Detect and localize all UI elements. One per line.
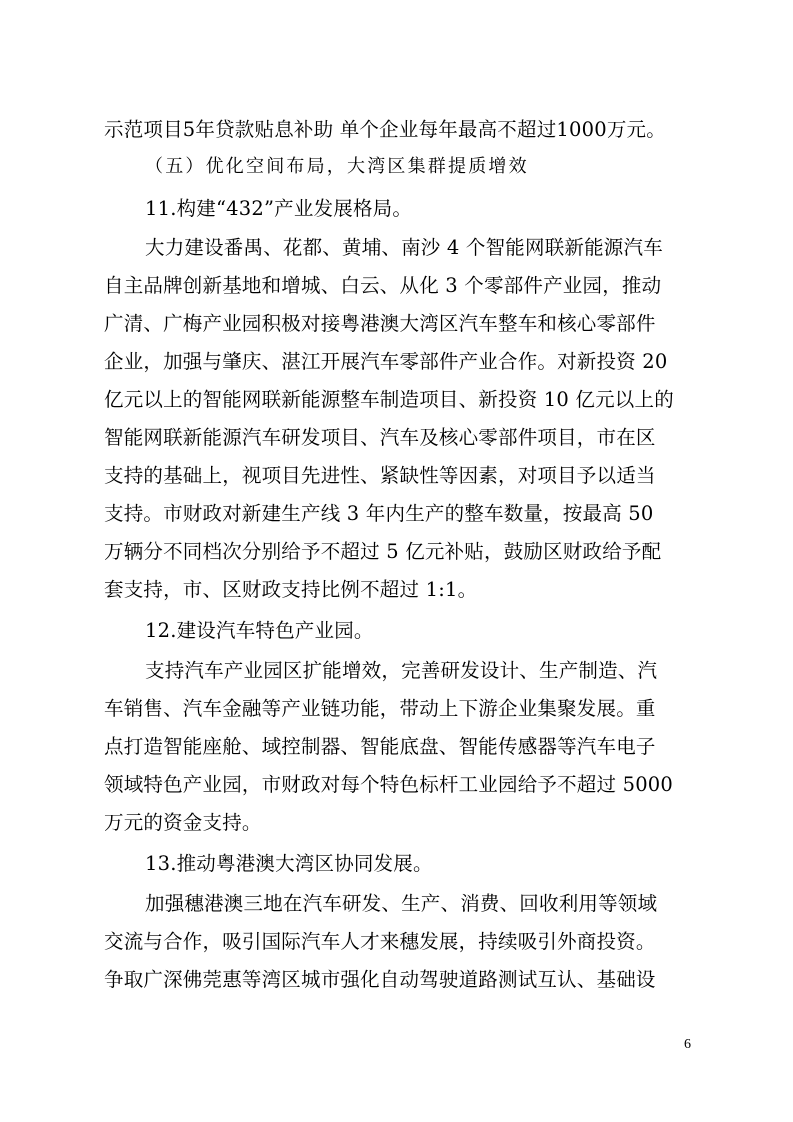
text-line-16: 车销售、汽车金融等产业链功能，带动上下游企业集聚发展。重 — [104, 697, 656, 720]
text-line-6: 广清、广梅产业园积极对接粤港澳大湾区汽车整车和核心零部件 — [104, 312, 656, 335]
page-number: 6 — [684, 1037, 691, 1052]
section-heading: （五）优化空间布局，大湾区集群提质增效 — [145, 156, 529, 177]
text-line-23: 争取广深佛莞惠等湾区城市强化自动驾驶道路测试互认、基础设 — [104, 968, 656, 991]
text-line-13: 套支持，市、区财政支持比例不超过 1:1。 — [104, 578, 478, 601]
text-line-7: 企业，加强与肇庆、湛江开展汽车零部件产业合作。对新投资 20 — [104, 350, 668, 373]
text-line-22: 交流与合作，吸引国际汽车人才来穗发展，持续吸引外商投资。 — [104, 930, 656, 953]
text-line-1: 示范项目5年贷款贴息补助 单个企业每年最高不超过1000万元。 — [104, 118, 666, 141]
text-line-12: 万辆分不同档次分别给予不超过 5 亿元补贴，鼓励区财政给予配 — [104, 540, 662, 563]
text-line-9: 智能网联新能源汽车研发项目、汽车及核心零部件项目，市在区 — [104, 426, 656, 449]
text-line-17: 点打造智能座舱、域控制器、智能底盘、智能传感器等汽车电子 — [104, 735, 656, 758]
text-line-11: 支持。市财政对新建生产线 3 年内生产的整车数量，按最高 50 — [104, 502, 654, 525]
text-line-21: 加强穗港澳三地在汽车研发、生产、消费、回收利用等领域 — [145, 892, 658, 915]
text-line-18: 领域特色产业园，市财政对每个特色标杆工业园给予不超过 5000 — [104, 773, 674, 796]
subsection-title-13: 13.推动粤港澳大湾区协同发展。 — [145, 852, 433, 875]
text-line-5: 自主品牌创新基地和增城、白云、从化 3 个零部件产业园，推动 — [104, 274, 662, 297]
subsection-title-12: 12.建设汽车特色产业园。 — [145, 619, 374, 642]
text-line-15: 支持汽车产业园区扩能增效，完善研发设计、生产制造、汽 — [145, 659, 658, 682]
text-line-10: 支持的基础上，视项目先进性、紧缺性等因素，对项目予以适当 — [104, 464, 656, 487]
subsection-title-11: 11.构建“432”产业发展格局。 — [145, 197, 413, 220]
text-line-4: 大力建设番禺、花都、黄埔、南沙 4 个智能网联新能源汽车 — [145, 236, 663, 259]
text-line-8: 亿元以上的智能网联新能源整车制造项目、新投资 10 亿元以上的 — [104, 388, 674, 411]
text-line-19: 万元的资金支持。 — [104, 811, 262, 834]
